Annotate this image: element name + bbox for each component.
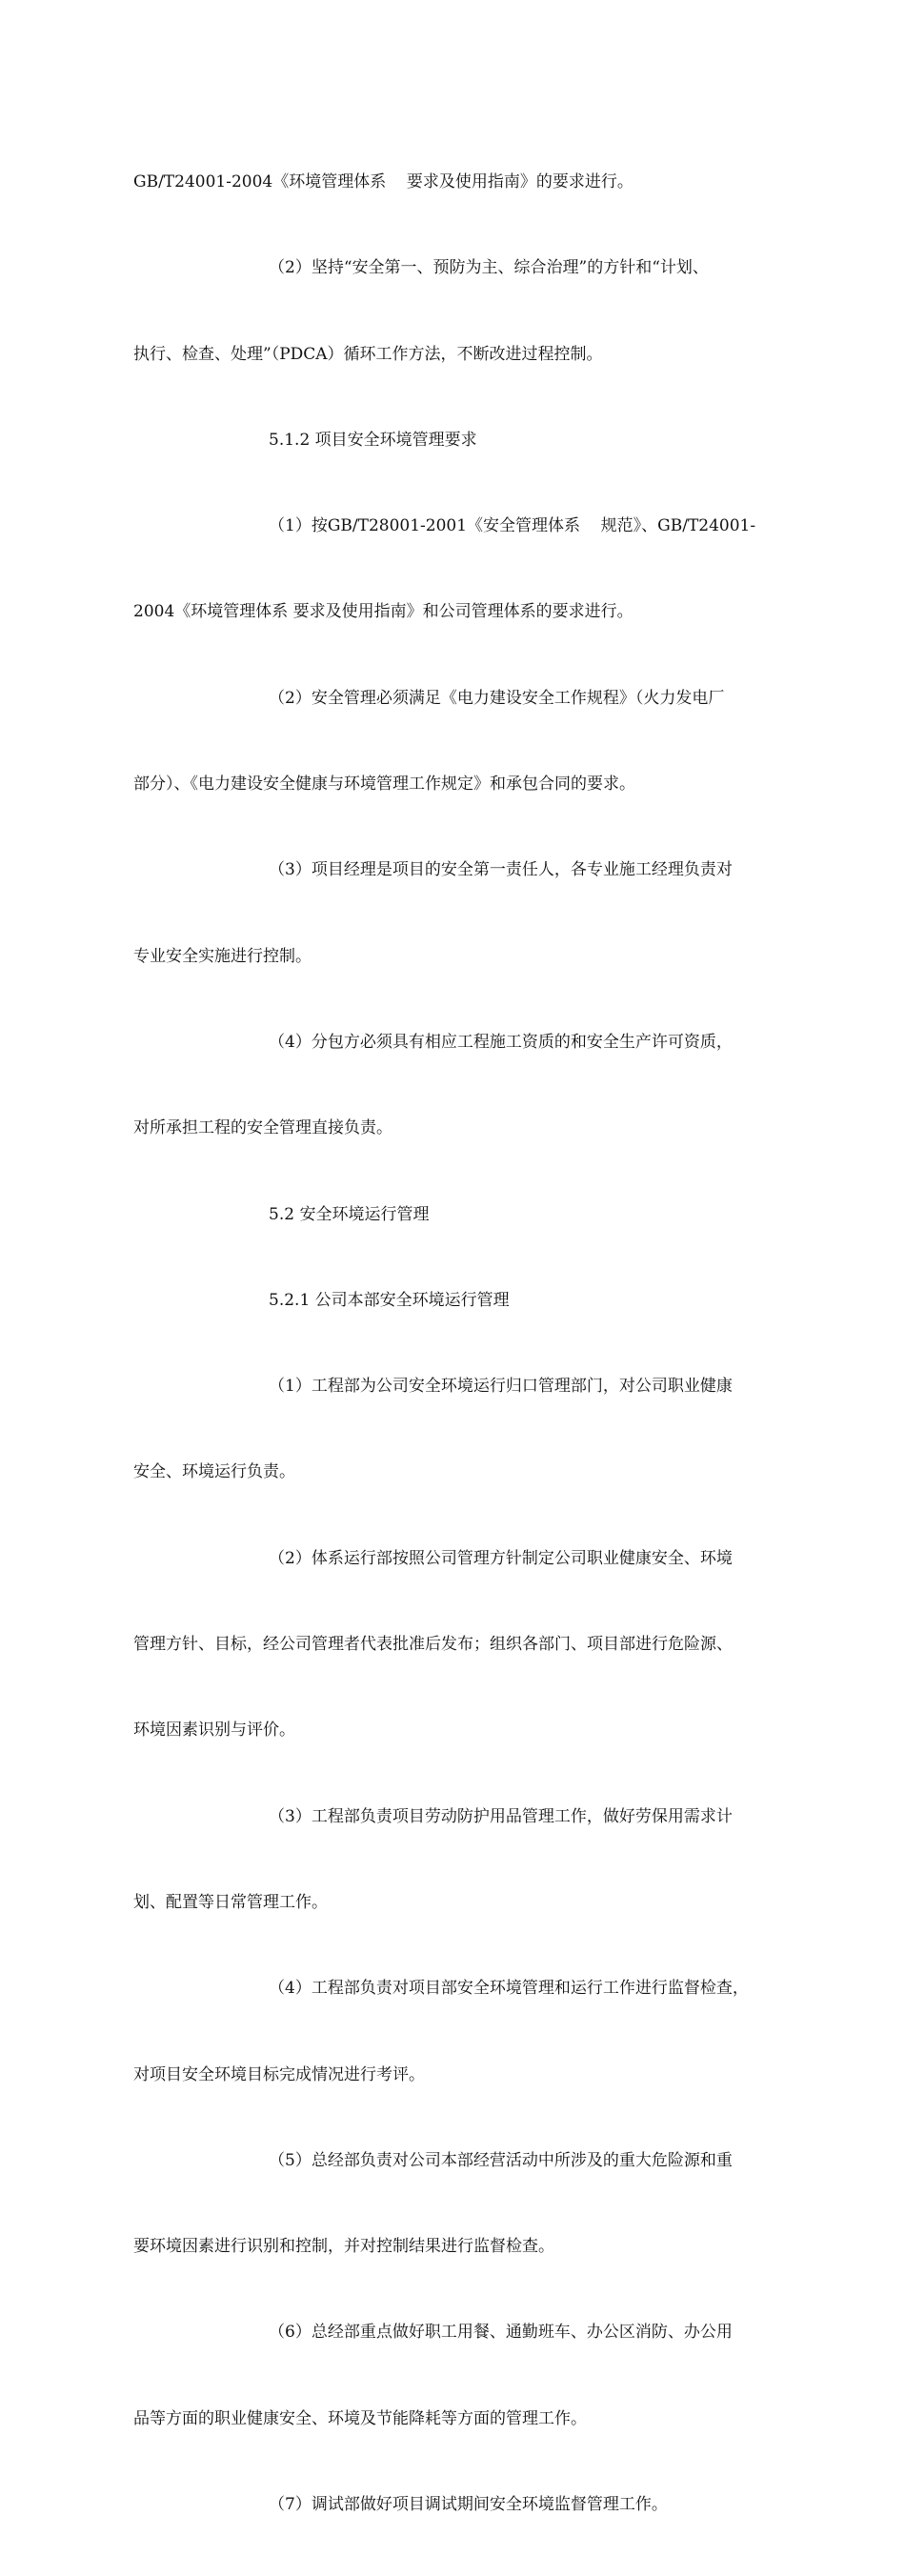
text-line: （2）体系运行部按照公司管理方针制定公司职业健康安全、环境 — [269, 1548, 733, 1568]
text-block — [133, 111, 781, 2576]
text-line: 安全、环境运行负责。 — [133, 1462, 295, 1482]
text-line: （6）总经部重点做好职工用餐、通勤班车、办公区消防、办公用 — [269, 2323, 733, 2343]
text-line: （7）调试部做好项目调试期间安全环境监督管理工作。 — [269, 2495, 668, 2515]
document-body — [133, 111, 781, 2576]
text-line: （3）工程部负责项目劳动防护用品管理工作，做好劳保用需求计 — [269, 1806, 733, 1826]
section-heading: 5.1.2 项目安全环境管理要求 — [269, 430, 477, 450]
text-line: （4）分包方必须具有相应工程施工资质的和安全生产许可资质， — [269, 1032, 733, 1052]
text-line: 要环境因素进行识别和控制，并对控制结果进行监督检查。 — [133, 2237, 554, 2257]
text-line: （2）安全管理必须满足《电力建设安全工作规程》（火力发电厂 — [269, 688, 725, 708]
text-line: 划、配置等日常管理工作。 — [133, 1892, 328, 1912]
text-line: 对项目安全环境目标完成情况进行考评。 — [133, 2064, 425, 2084]
text-line: 专业安全实施进行控制。 — [133, 946, 312, 966]
section-heading: 5.2 安全环境运行管理 — [269, 1204, 430, 1224]
text-line: （4）工程部负责对项目部安全环境管理和运行工作进行监督检查， — [269, 1979, 749, 1999]
text-line: （1）工程部为公司安全环境运行归口管理部门，对公司职业健康 — [269, 1377, 733, 1397]
text-line: GB/T24001-2004《环境管理体系 要求及使用指南》的要求进行。 — [133, 172, 634, 191]
text-line: 执行、检查、处理”（PDCA）循环工作方法，不断改进过程控制。 — [133, 344, 603, 364]
text-line: （3）项目经理是项目的安全第一责任人，各专业施工经理负责对 — [269, 860, 733, 880]
text-line: 管理方针、目标，经公司管理者代表批准后发布；组织各部门、项目部进行危险源、 — [133, 1635, 733, 1655]
text-line: （1）按GB/T28001-2001《安全管理体系 规范》、GB/T24001- — [269, 516, 756, 536]
text-line: 品等方面的职业健康安全、环境及节能降耗等方面的管理工作。 — [133, 2408, 587, 2428]
text-line: （5）总经部负责对公司本部经营活动中所涉及的重大危险源和重 — [269, 2150, 733, 2170]
text-line: 对所承担工程的安全管理直接负责。 — [133, 1118, 392, 1138]
text-line: （2）坚持“安全第一、预防为主、综合治理”的方针和“计划、 — [269, 258, 709, 278]
text-line: 环境因素识别与评价。 — [133, 1721, 295, 1741]
text-line: 部分）、《电力建设安全健康与环境管理工作规定》和承包合同的要求。 — [133, 775, 635, 795]
section-heading: 5.2.1 公司本部安全环境运行管理 — [269, 1290, 510, 1310]
text-line: 2004《环境管理体系 要求及使用指南》和公司管理体系的要求进行。 — [133, 602, 634, 622]
